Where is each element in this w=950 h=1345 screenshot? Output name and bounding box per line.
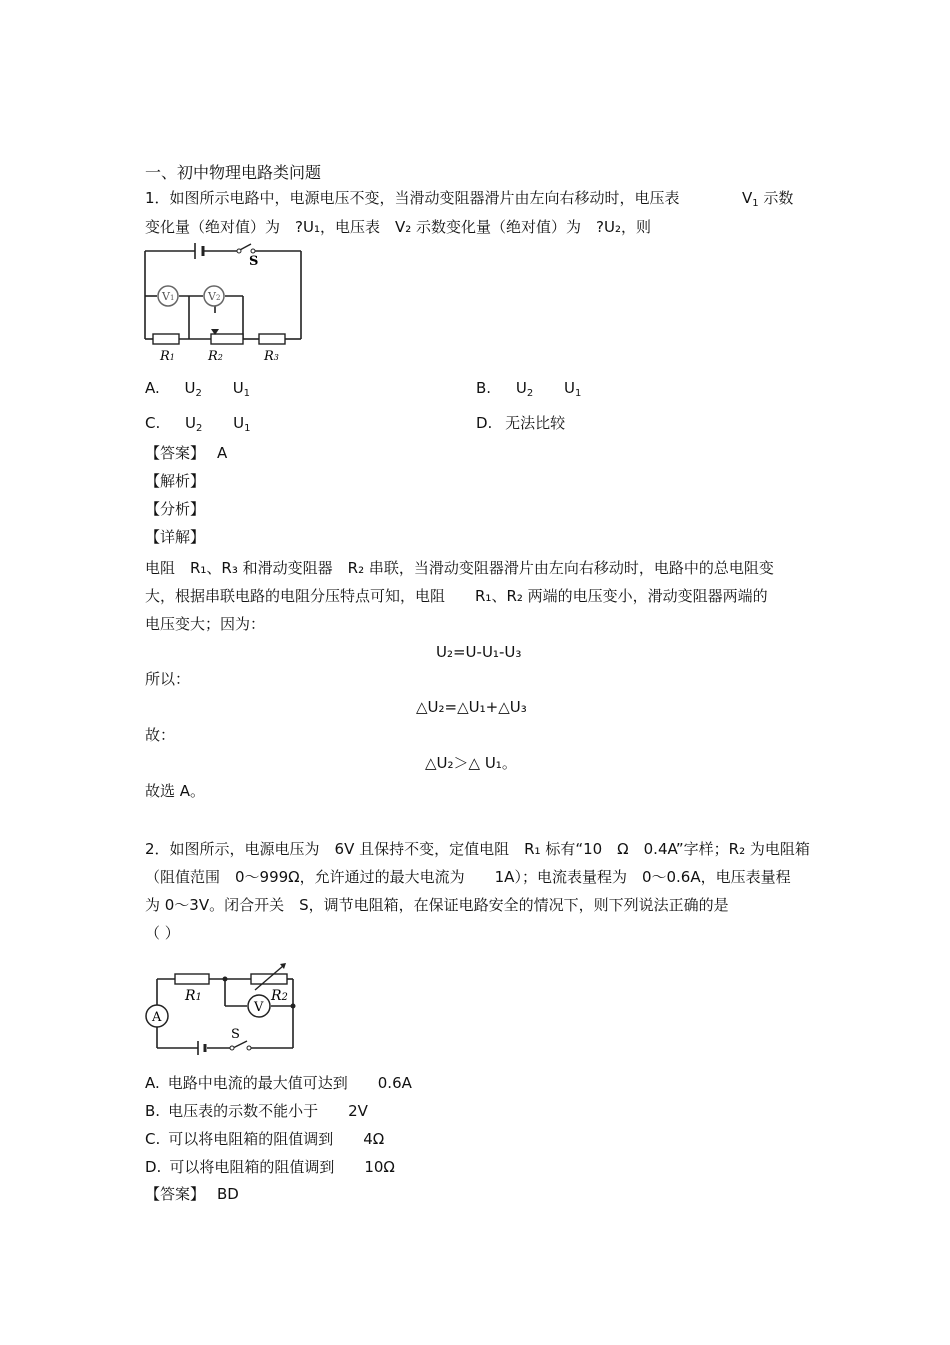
svg-text:R1: R1 [185, 988, 202, 1004]
q2-switch-label: S [231, 1027, 240, 1042]
q2-voltmeter-label: V [254, 1000, 264, 1015]
q1-equation-1: U₂=U-U₁-U₃ [436, 643, 522, 661]
q1-option-a: A. $U_2$ $U_1$ [145, 379, 251, 399]
svg-text:R2: R2 [208, 349, 223, 364]
q1-answer: 【答案】 A [145, 444, 228, 462]
q2-ammeter-label: A [152, 1010, 162, 1025]
q2-option-c: C. 可以将电阻箱的阻值调到 4Ω [145, 1130, 385, 1148]
q1-stem-line1-end: $V_1$ 示数 [742, 189, 794, 209]
q2-r2-label: R [271, 988, 282, 1004]
q1-stem-line1: 1．如图所示电路中，电源电压不变，当滑动变阻器滑片由左向右移动时，电压表 [145, 189, 680, 207]
q1-detail-line3: 电压变大；因为： [145, 615, 266, 633]
q2-option-a: A. 电路中电流的最大值可达到 0.6A [145, 1074, 412, 1092]
q1-v2-label: V [208, 290, 216, 303]
q2-stem-line1: 2．如图所示，电源电压为 6V 且保持不变，定值电阻 R₁ 标有“10 Ω 0.4A”字样；R₂ 为电阻箱 [145, 840, 810, 858]
q1-fenxi-label: 【分析】 [145, 500, 206, 518]
q1-stem-line2: 变化量（绝对值）为 ?U₁，电压表 V₂ 示数变化量（绝对值）为 ?U₂，则 [145, 218, 651, 236]
q1-option-d: D. 无法比较 [476, 414, 566, 432]
q1-analysis-label: 【解析】 [145, 472, 206, 490]
q2-stem-line3: 为 0～3V。闭合开关 S，调节电阻箱，在保证电路安全的情况下，则下列说法正确的是 [145, 896, 729, 914]
svg-text:V2: V2 [208, 290, 221, 303]
svg-text:R3: R3 [264, 349, 279, 364]
q1-choice: 故选 A。 [145, 782, 206, 800]
q1-equation-3: △U₂＞△ U₁。 [425, 754, 517, 772]
q2-stem-line4: （ ） [145, 924, 180, 942]
q1-detail-label: 【详解】 [145, 528, 206, 546]
q1-v1-label: V [162, 290, 170, 303]
q1-detail-line2: 大，根据串联电路的电阻分压特点可知，电阻 R₁、R₂ 两端的电压变小，滑动变阻器两端的 [145, 587, 768, 605]
q2-r1-label: R [185, 988, 196, 1004]
q1-option-c: C. $U_2$ $U_1$ [145, 414, 251, 434]
q1-option-b: B. $U_2$ $U_1$ [476, 379, 582, 399]
q1-switch-label: S [249, 254, 259, 269]
q2-stem-line2: （阻值范围 0～999Ω，允许通过的最大电流为 1A）；电流表量程为 0～0.6A，电压表量程 [145, 868, 791, 886]
q2-option-d: D. 可以将电阻箱的阻值调到 10Ω [145, 1158, 395, 1176]
q1-r2-label: R [208, 349, 218, 364]
svg-text:R2: R2 [271, 988, 288, 1004]
q2-answer: 【答案】 BD [145, 1185, 239, 1203]
q1-so-label: 所以： [145, 670, 191, 688]
q1-equation-2: △U₂=△U₁+△U₃ [416, 698, 527, 716]
q2-circuit-diagram [143, 948, 303, 1063]
svg-text:V1: V1 [162, 290, 175, 303]
section-title: 一、初中物理电路类问题 [145, 163, 322, 182]
q1-r1-label: R [160, 349, 170, 364]
q1-therefore-label: 故： [145, 726, 176, 744]
q2-option-b: B. 电压表的示数不能小于 2V [145, 1102, 368, 1120]
q1-detail-line1: 电阻 R₁、R₃ 和滑动变阻器 R₂ 串联，当滑动变阻器滑片由左向右移动时，电路中的总电阻变 [145, 559, 774, 577]
q1-r3-label: R [264, 349, 274, 364]
q1-circuit-diagram [143, 241, 305, 365]
svg-text:R1: R1 [160, 349, 175, 364]
